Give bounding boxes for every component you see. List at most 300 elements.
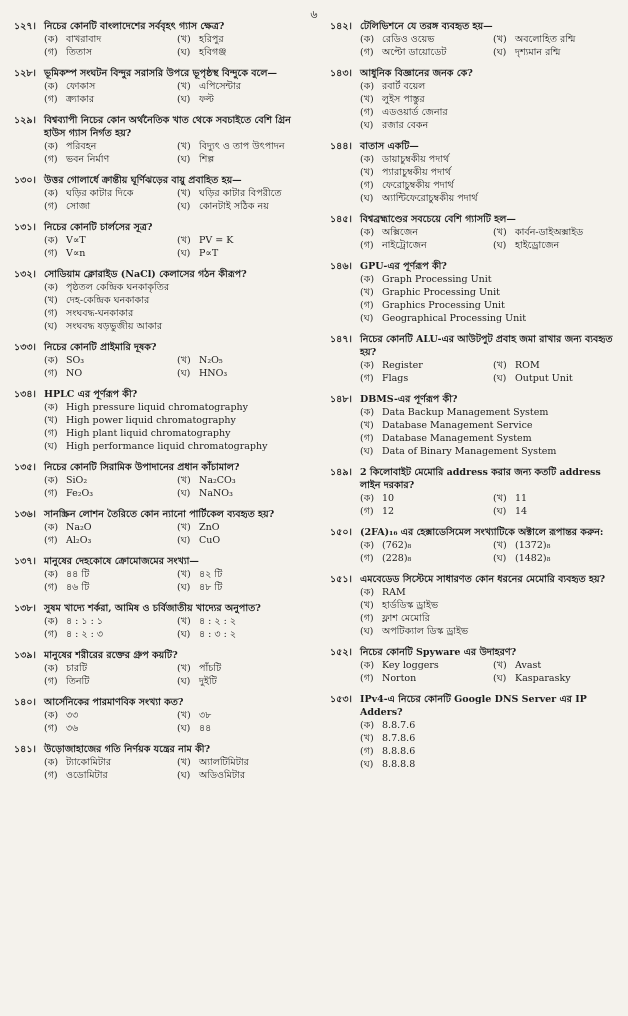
option-label: (গ) [44, 535, 58, 546]
question [14, 602, 304, 641]
option-item [360, 239, 487, 252]
question-header [330, 526, 620, 539]
option-label: (গ) [360, 180, 374, 191]
option-item [360, 226, 487, 239]
options-list [360, 153, 620, 205]
option-text: Al₂O₃ [66, 535, 92, 546]
option-label: (গ) [44, 676, 58, 687]
option-text: N₂O₅ [199, 355, 223, 366]
option-item [493, 226, 620, 239]
option-item [177, 367, 304, 380]
option-text: পৃষ্ঠতল কেন্দ্রিক ঘনকাকৃতির [66, 282, 170, 293]
option-item [360, 46, 487, 59]
question-number: ১৩৭। [14, 556, 36, 567]
option-text: NO [66, 368, 83, 379]
question-text: GPU-এর পূর্ণরূপ কী? [360, 261, 447, 272]
option-label: (গ) [360, 553, 374, 564]
option-text: ভবন নির্মাণ [66, 154, 110, 165]
question-number: ১৩৫। [14, 462, 36, 473]
option-item [360, 719, 620, 732]
question-number: ১২৮। [14, 68, 36, 79]
question [330, 526, 620, 565]
option-item [44, 33, 171, 46]
options-list [44, 756, 304, 782]
question [330, 466, 620, 518]
option-text: এডওয়ার্ড জেনার [382, 107, 448, 118]
page-number: ৬ [310, 8, 318, 21]
option-label: (খ) [177, 355, 191, 366]
option-text: 10 [382, 493, 395, 504]
option-text: 12 [382, 506, 395, 517]
option-label: (গ) [44, 154, 58, 165]
options-list [44, 521, 304, 547]
option-label: (গ) [44, 368, 58, 379]
question [330, 260, 620, 325]
option-label: (গ) [44, 582, 58, 593]
option-text: চারটি [66, 663, 88, 674]
question-header [14, 649, 304, 662]
option-text: 14 [515, 506, 528, 517]
question-text: মানুষের দেহকোষে ক্রোমোজমের সংখ্যা— [44, 556, 199, 567]
option-text: ট্যাকোমিটার [66, 757, 112, 768]
option-label: (গ) [360, 506, 374, 517]
question-header [14, 555, 304, 568]
option-text: Database Management Service [382, 420, 533, 431]
option-label: (খ) [360, 94, 374, 105]
option-text: ৪৮ টি [199, 582, 223, 593]
option-label: (ঘ) [177, 201, 191, 212]
options-list [44, 281, 304, 333]
option-item [44, 474, 171, 487]
option-label: (ঘ) [360, 120, 374, 131]
options-list [44, 615, 304, 641]
option-text: High power liquid chromatography [66, 415, 236, 426]
option-text: Output Unit [515, 373, 573, 384]
option-label: (ঘ) [177, 770, 191, 781]
question-number: ১২৯। [14, 115, 36, 126]
option-text: SO₃ [66, 355, 85, 366]
option-text: দুইটি [199, 676, 217, 687]
question-number: ১৪২। [330, 21, 352, 32]
question-header [14, 602, 304, 615]
option-label: (গ) [44, 488, 58, 499]
option-item [360, 106, 620, 119]
question-number: ১৪৩। [330, 68, 352, 79]
question [14, 221, 304, 260]
option-label: (ক) [44, 616, 59, 627]
option-text: তিতাস [66, 47, 93, 58]
option-label: (খ) [493, 660, 507, 671]
option-text: 8.8.8.8 [382, 759, 416, 770]
option-label: (ক) [360, 274, 375, 285]
option-label: (ঘ) [493, 506, 507, 517]
option-item [360, 659, 487, 672]
question-number: ১৪৫। [330, 214, 352, 225]
options-list [44, 187, 304, 213]
question [14, 696, 304, 735]
option-label: (খ) [360, 733, 374, 744]
options-list [44, 234, 304, 260]
option-label: (খ) [493, 493, 507, 504]
question-text: উড়োজাহাজের গতি নির্ণয়ক যন্ত্রের নাম কী? [44, 744, 211, 755]
question-number: ১৫২। [330, 647, 352, 658]
question-text: নিচের কোনটি সিরামিক উপাদানের প্রধান কাঁচামাল? [44, 462, 240, 473]
option-label: (গ) [44, 723, 58, 734]
option-text: (1372)₈ [515, 540, 551, 551]
option-label: (গ) [44, 47, 58, 58]
options-list [360, 359, 620, 385]
question [330, 67, 620, 132]
option-text: Data Backup Management System [382, 407, 549, 418]
option-label: (ক) [44, 663, 59, 674]
question [14, 649, 304, 688]
option-text: PV = K [199, 235, 234, 246]
option-text: প্যারাচুম্বকীয় পদার্থ [382, 167, 451, 178]
question-header [14, 341, 304, 354]
option-text: দেহ-কেন্দ্রিক ঘনকাকার [66, 295, 150, 306]
question-header [14, 508, 304, 521]
option-label: (ক) [360, 493, 375, 504]
option-text: সংঘবদ্ধ ষড়ভুজীয় আকার [66, 321, 163, 332]
question-number: ১৩৮। [14, 603, 36, 614]
options-list [360, 492, 620, 518]
option-item [493, 492, 620, 505]
option-label: (গ) [360, 47, 374, 58]
option-label: (খ) [360, 420, 374, 431]
option-label: (ক) [360, 720, 375, 731]
option-item [493, 239, 620, 252]
question-text: নিচের কোনটি Spyware এর উদাহরণ? [360, 647, 517, 658]
option-item [44, 401, 304, 414]
options-list [44, 568, 304, 594]
option-label: (খ) [177, 710, 191, 721]
option-item [360, 406, 620, 419]
option-item [44, 200, 171, 213]
option-text: লুইস পাস্তুর [382, 94, 425, 105]
option-text: 8.8.8.6 [382, 746, 416, 757]
question [14, 174, 304, 213]
option-label: (ক) [360, 360, 375, 371]
option-text: 8.8.7.6 [382, 720, 416, 731]
question-text: (2FA)₁₆ এর হেক্সাডেসিমেল সংখ্যাটিকে অক্টালে রূপান্তর করুন: [360, 527, 604, 538]
option-text: Key loggers [382, 660, 439, 671]
option-label: (খ) [177, 569, 191, 580]
option-item [177, 80, 304, 93]
option-label: (গ) [360, 746, 374, 757]
option-label: (ঘ) [177, 629, 191, 640]
option-text: রেডিও ওয়েভ [382, 34, 435, 45]
options-list [44, 354, 304, 380]
option-label: (ঘ) [177, 488, 191, 499]
option-item [177, 93, 304, 106]
option-item [177, 568, 304, 581]
option-label: (গ) [44, 770, 58, 781]
question-text: সুষম খাদ্যে শর্করা, আমিষ ও চর্বিজাতীয় খাদ্যের অনুপাত? [44, 603, 261, 614]
option-label: (গ) [360, 300, 374, 311]
question-header [330, 693, 620, 719]
option-item [360, 625, 620, 638]
option-label: (খ) [360, 287, 374, 298]
question-number: ১৩১। [14, 222, 36, 233]
option-item [44, 521, 171, 534]
question-header [330, 466, 620, 492]
option-text: ফল্ট [199, 94, 214, 105]
option-label: (ঘ) [493, 373, 507, 384]
options-list [360, 659, 620, 685]
option-item [44, 247, 171, 260]
option-item [360, 599, 620, 612]
option-item [493, 359, 620, 372]
option-text: NaNO₃ [199, 488, 233, 499]
option-item [44, 187, 171, 200]
option-item [360, 732, 620, 745]
option-item [177, 662, 304, 675]
option-item [177, 756, 304, 769]
option-label: (খ) [177, 757, 191, 768]
option-text: ওডোমিটার [66, 770, 108, 781]
question-text: সোডিয়াম ক্লোরাইড (NaCl) কেলাসের গঠন কীরূপ? [44, 269, 247, 280]
option-label: (ক) [360, 34, 375, 45]
option-label: (ক) [44, 522, 59, 533]
option-item [177, 628, 304, 641]
options-list [44, 80, 304, 106]
option-label: (খ) [360, 167, 374, 178]
options-list [44, 401, 304, 453]
option-text: ক্র্যাকার [66, 94, 95, 105]
option-item [44, 534, 171, 547]
option-text: অ্যালটিমিটার [199, 757, 249, 768]
option-text: তিনটি [66, 676, 90, 687]
option-item [177, 487, 304, 500]
options-list [360, 406, 620, 458]
option-label: (খ) [493, 360, 507, 371]
option-label: (গ) [44, 308, 58, 319]
option-text: ডায়াচুম্বকীয় পদার্থ [382, 154, 450, 165]
option-label: (ক) [44, 710, 59, 721]
option-item [44, 367, 171, 380]
option-item [177, 474, 304, 487]
question-text: বাতাস একটি— [360, 141, 419, 152]
question-header [14, 67, 304, 80]
question [14, 508, 304, 547]
option-text: HNO₃ [199, 368, 228, 379]
option-label: (খ) [177, 663, 191, 674]
option-item [44, 756, 171, 769]
option-label: (খ) [177, 81, 191, 92]
option-label: (ক) [44, 475, 59, 486]
option-text: ফেরোচুম্বকীয় পদার্থ [382, 180, 454, 191]
option-label: (খ) [360, 600, 374, 611]
question-text: বিশ্বব্রহ্মাণ্ডের সবচেয়ে বেশি গ্যাসটি হল— [360, 214, 516, 225]
option-item [493, 539, 620, 552]
option-text: শিল্প [199, 154, 215, 165]
option-item [360, 33, 487, 46]
question-number: ১৩৩। [14, 342, 36, 353]
option-item [493, 505, 620, 518]
option-item [177, 615, 304, 628]
option-item [44, 769, 171, 782]
option-label: (ঘ) [360, 193, 374, 204]
option-item [44, 568, 171, 581]
option-item [360, 273, 620, 286]
option-label: (ক) [360, 587, 375, 598]
option-text: বাখরাবাদ [66, 34, 102, 45]
option-item [177, 200, 304, 213]
option-text: দৃশ্যমান রশ্মি [515, 47, 561, 58]
option-label: (ক) [44, 235, 59, 246]
option-item [177, 153, 304, 166]
question-text: নিচের কোনটি ALU-এর আউটপুট প্রবাহ জমা রাখার জন্য ব্যবহৃত হয়? [360, 334, 613, 358]
question-header [330, 393, 620, 406]
option-label: (ঘ) [360, 313, 374, 324]
options-list [44, 662, 304, 688]
question [330, 333, 620, 385]
question [330, 646, 620, 685]
option-item [177, 581, 304, 594]
option-text: ROM [515, 360, 540, 371]
option-item [360, 505, 487, 518]
option-item [360, 359, 487, 372]
question-number: ১৪৭। [330, 334, 352, 345]
option-text: পাঁচটি [199, 663, 222, 674]
option-text: High performance liquid chromatography [66, 441, 268, 452]
option-text: ৪ : ১ : ১ [66, 616, 103, 627]
option-text: পরিবহন [66, 141, 97, 152]
option-item [177, 354, 304, 367]
option-label: (ঘ) [44, 441, 58, 452]
option-item [44, 675, 171, 688]
option-item [360, 612, 620, 625]
option-label: (ঘ) [493, 240, 507, 251]
option-item [44, 615, 171, 628]
option-text: Graph Processing Unit [382, 274, 492, 285]
option-label: (খ) [177, 235, 191, 246]
option-text: Register [382, 360, 423, 371]
option-item [360, 372, 487, 385]
question-text: উত্তর গোলার্ধে ক্রান্তীয় ঘূর্ণিঝড়ের বায়ু প্রবাহিত হয়— [44, 175, 242, 186]
question [330, 393, 620, 458]
option-text: হবিগঞ্জ [199, 47, 227, 58]
question-text: নিচের কোনটি প্রাইমারি দূষক? [44, 342, 157, 353]
option-text: বিদ্যুৎ ও তাপ উৎপাদন [199, 141, 285, 152]
option-text: Norton [382, 673, 417, 684]
option-text: Data of Binary Management System [382, 446, 557, 457]
question-number: ১৩০। [14, 175, 36, 186]
option-item [177, 247, 304, 260]
option-label: (ক) [360, 81, 375, 92]
option-text: কার্বন-ডাইঅক্সাইড [515, 227, 584, 238]
option-item [360, 312, 620, 325]
option-label: (খ) [44, 415, 58, 426]
options-list [360, 539, 620, 565]
option-label: (ক) [360, 227, 375, 238]
option-label: (খ) [493, 540, 507, 551]
option-item [493, 552, 620, 565]
question-text: সানস্ক্রিন লোশন তৈরিতে কোন ন্যানো পার্টিকেল ব্যবহৃত হয়? [44, 509, 275, 520]
option-item [493, 33, 620, 46]
question-header [14, 388, 304, 401]
question-text: ভূমিকম্প সংঘটন বিন্দুর সরাসরি উপরে ভূপৃষ্ঠস্থ বিন্দুকে বলে— [44, 68, 277, 79]
option-text: ৪২ টি [199, 569, 223, 580]
option-item [360, 286, 620, 299]
question-text: টেলিভিশনে যে তরঙ্গ ব্যবহৃত হয়— [360, 21, 493, 32]
option-text: হরিপুর [199, 34, 224, 45]
option-text: হার্ডডিস্ক ড্রাইভ [382, 600, 439, 611]
option-label: (গ) [44, 201, 58, 212]
option-item [360, 299, 620, 312]
option-item [44, 414, 304, 427]
option-text: রজার বেকন [382, 120, 429, 131]
question-header [14, 221, 304, 234]
option-text: সোজা [66, 201, 91, 212]
option-text: P∝T [199, 248, 219, 259]
option-item [44, 440, 304, 453]
question-number: ১৩৯। [14, 650, 36, 661]
option-text: ফ্লাশ মেমোরি [382, 613, 430, 624]
question-text: আধুনিক বিজ্ঞানের জনক কে? [360, 68, 473, 79]
question [14, 114, 304, 166]
option-text: অপ্টো ডায়োডেট [382, 47, 447, 58]
question-text: DBMS-এর পূর্ণরূপ কী? [360, 394, 458, 405]
option-label: (খ) [177, 34, 191, 45]
option-item [360, 552, 487, 565]
question-header [14, 696, 304, 709]
question-number: ১৪৬। [330, 261, 352, 272]
option-label: (ক) [44, 81, 59, 92]
options-list [44, 140, 304, 166]
options-list [360, 273, 620, 325]
option-item [44, 722, 171, 735]
option-item [360, 179, 620, 192]
option-item [177, 709, 304, 722]
option-item [44, 153, 171, 166]
options-list [44, 709, 304, 735]
option-item [177, 234, 304, 247]
option-item [360, 672, 487, 685]
option-text: (1482)₈ [515, 553, 551, 564]
question [330, 140, 620, 205]
question-number: ১৪৮। [330, 394, 352, 405]
option-text: Flags [382, 373, 409, 384]
option-item [360, 419, 620, 432]
option-label: (খ) [177, 522, 191, 533]
option-text: ফোকাস [66, 81, 96, 92]
option-text: ৩৩ [66, 710, 79, 721]
question-number: ১৫১। [330, 574, 352, 585]
option-label: (ঘ) [360, 626, 374, 637]
question-number: ১৫৩। [330, 694, 352, 705]
option-item [360, 745, 620, 758]
option-text: Na₂CO₃ [199, 475, 236, 486]
option-text: ৩৮ [199, 710, 212, 721]
option-label: (ঘ) [44, 321, 58, 332]
question-number: ১৩২। [14, 269, 36, 280]
option-item [44, 234, 171, 247]
option-text: Na₂O [66, 522, 92, 533]
option-text: ঘড়ির কাটার বিপরীতে [199, 188, 282, 199]
question [330, 20, 620, 59]
question-header [14, 174, 304, 187]
question-text: IPv4-এ নিচের কোনটি Google DNS Server এর IP Adders? [360, 694, 587, 718]
option-text: ৪৬ টি [66, 582, 90, 593]
question-number: ১৩৬। [14, 509, 36, 520]
option-label: (গ) [360, 240, 374, 251]
option-label: (গ) [44, 94, 58, 105]
question [330, 573, 620, 638]
option-item [493, 659, 620, 672]
option-text: Fe₂O₃ [66, 488, 94, 499]
option-item [44, 581, 171, 594]
